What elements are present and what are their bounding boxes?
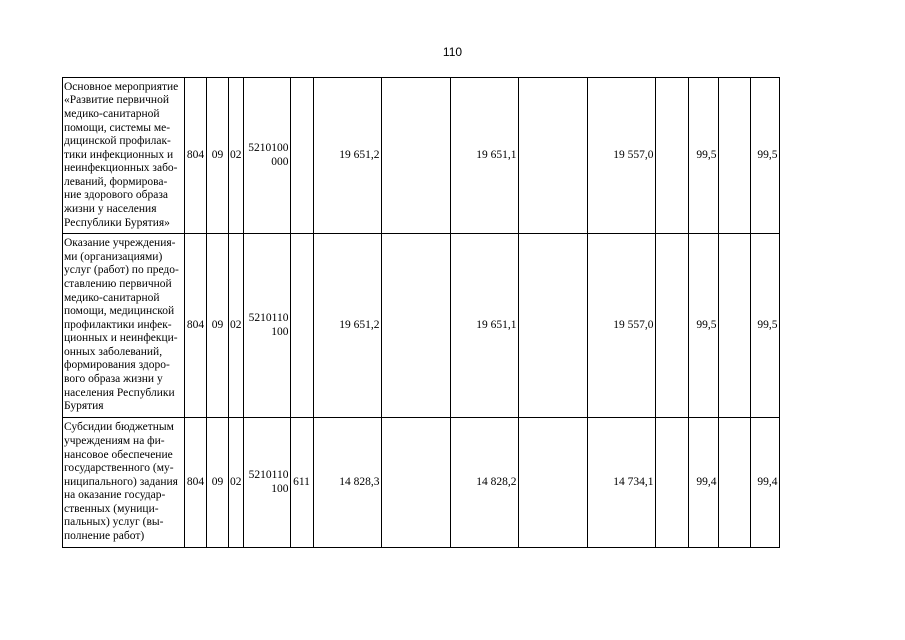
percent-approved: 99,4 <box>688 418 718 548</box>
percent-refined: 99,4 <box>750 418 779 548</box>
target-article-part1: 5210110 <box>248 311 289 324</box>
empty-cell <box>718 78 750 234</box>
ministry-code: 804 <box>185 234 207 418</box>
empty-cell <box>718 418 750 548</box>
ministry-code: 804 <box>185 78 207 234</box>
approved-amount: 19 651,2 <box>313 78 381 234</box>
executed-amount: 19 557,0 <box>587 234 655 418</box>
subsection-code: 02 <box>229 234 244 418</box>
target-article <box>243 418 290 548</box>
executed-amount: 14 734,1 <box>587 418 655 548</box>
empty-cell <box>381 418 450 548</box>
approved-amount: 14 828,3 <box>313 418 381 548</box>
expense-type <box>290 234 313 418</box>
row-name: Субсидии бюджетным учреждениям на фи-нансовое обеспечение государственного (му-ниципального) задания на оказание государ-ственных (муници-пальных) услуг (вы-полнение работ) <box>63 418 185 548</box>
ministry-code: 804 <box>185 418 207 548</box>
empty-cell <box>718 234 750 418</box>
section-code: 09 <box>207 78 229 234</box>
table-row <box>63 418 780 548</box>
percent-refined: 99,5 <box>750 78 779 234</box>
section-code: 09 <box>207 234 229 418</box>
subsection-code: 02 <box>229 78 244 234</box>
target-article <box>243 78 290 234</box>
refined-amount: 14 828,2 <box>450 418 518 548</box>
empty-cell <box>655 418 688 548</box>
percent-approved: 99,5 <box>688 78 718 234</box>
approved-amount: 19 651,2 <box>313 234 381 418</box>
empty-cell <box>381 78 450 234</box>
table-row <box>63 78 780 234</box>
empty-cell <box>655 78 688 234</box>
row-name: Основное мероприятие «Развитие первичной медико-санитарной помощи, системы ме-дицинской профилак-тики инфекционных и неинфекционных забо-леваний, формирова-ние здорового образа жизни у населения Республики Бурятия» <box>63 78 185 234</box>
budget-execution-table <box>62 77 780 548</box>
percent-approved: 99,5 <box>688 234 718 418</box>
subsection-code: 02 <box>229 418 244 548</box>
page-number: 110 <box>442 45 463 59</box>
empty-cell <box>655 234 688 418</box>
empty-cell <box>518 234 587 418</box>
expense-type <box>290 78 313 234</box>
section-code: 09 <box>207 418 229 548</box>
empty-cell <box>381 234 450 418</box>
target-article-part2: 000 <box>271 155 289 168</box>
empty-cell <box>518 78 587 234</box>
executed-amount: 19 557,0 <box>587 78 655 234</box>
refined-amount: 19 651,1 <box>450 78 518 234</box>
target-article-part1: 5210100 <box>248 141 289 154</box>
table-row <box>63 234 780 418</box>
percent-refined: 99,5 <box>750 234 779 418</box>
target-article-part2: 100 <box>271 325 289 338</box>
target-article-part2: 100 <box>271 482 289 495</box>
target-article-part1: 5210110 <box>248 468 289 481</box>
empty-cell <box>518 418 587 548</box>
expense-type: 611 <box>290 418 313 548</box>
refined-amount: 19 651,1 <box>450 234 518 418</box>
row-name: Оказание учреждения-ми (организациями) услуг (работ) по предо-ставлению первичной медико-санитарной помощи, медицинской профилактики инфек-ционных и неинфекци-онных заболеваний, формирования здоро-вого образа жизни у населения Республики Бурятия <box>63 234 185 418</box>
target-article <box>243 234 290 418</box>
